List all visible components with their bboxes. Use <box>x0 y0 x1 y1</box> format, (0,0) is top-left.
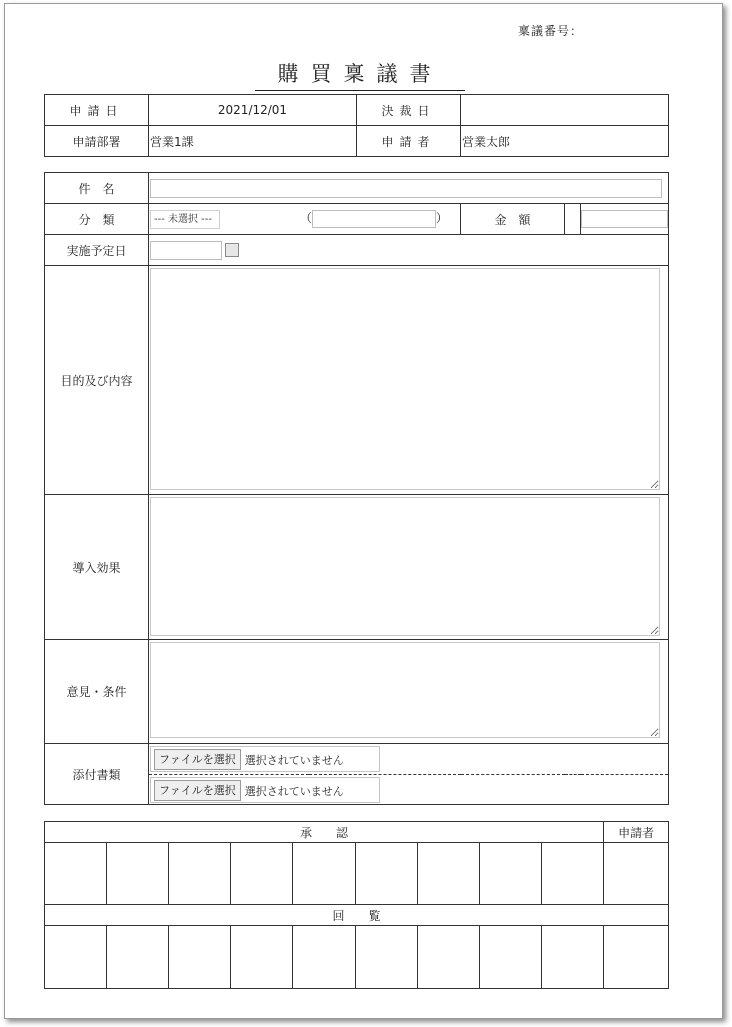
opinion-label: 意見・条件 <box>45 640 149 744</box>
file-select-button-1[interactable]: ファイルを選択 <box>154 749 241 770</box>
circulation-stamp-cell <box>542 926 604 989</box>
department-label: 申請部署 <box>45 126 149 157</box>
approval-stamp-cell <box>107 843 169 905</box>
circulation-stamp-cell <box>169 926 231 989</box>
circulation-stamp-cell <box>45 926 107 989</box>
category-label: 分 類 <box>45 204 149 235</box>
approval-stamp-cell <box>480 843 542 905</box>
effect-textarea[interactable] <box>150 497 660 636</box>
file-input-2[interactable] <box>150 777 380 803</box>
file-status-2: 選択されていません <box>244 784 344 798</box>
approval-stamp-cell <box>169 843 231 905</box>
approval-stamp-cell <box>293 843 356 905</box>
attachments-label: 添付書類 <box>45 744 149 805</box>
effect-label: 導入効果 <box>45 495 149 640</box>
amount-label: 金 額 <box>461 204 565 235</box>
applicant-header: 申請者 <box>604 822 669 843</box>
ringi-number-label: 稟議番号： <box>518 24 584 38</box>
info-table <box>44 94 669 157</box>
purpose-label: 目的及び内容 <box>45 266 149 495</box>
date-input[interactable] <box>150 241 222 260</box>
file-select-button-2[interactable]: ファイルを選択 <box>154 780 241 801</box>
category-detail-input[interactable] <box>312 210 436 228</box>
circulation-stamp-cell <box>480 926 542 989</box>
decision-date-label: 決裁日 <box>357 95 461 126</box>
circulation-stamp-cell <box>356 926 418 989</box>
file-status-1: 選択されていません <box>244 754 344 767</box>
main-form-table <box>44 172 669 805</box>
purpose-textarea[interactable] <box>150 268 660 490</box>
approval-header: 承 認 <box>45 822 604 843</box>
circulation-stamp-cell <box>231 926 293 989</box>
approval-stamp-cell <box>356 843 418 905</box>
circulation-stamp-cell <box>293 926 356 989</box>
opinion-textarea[interactable] <box>150 642 660 738</box>
apply-date-value: 2021/12/01 <box>149 95 357 126</box>
page-title: 購買稟議書 <box>255 58 465 91</box>
circulation-stamp-cell <box>604 926 669 989</box>
applicant-stamp-cell <box>604 843 669 905</box>
paren-open: （ <box>299 211 312 225</box>
approval-stamp-cell <box>231 843 293 905</box>
approval-stamp-cell <box>418 843 480 905</box>
department-value: 営業1課 <box>149 126 357 157</box>
subject-label: 件 名 <box>45 173 149 204</box>
document-sheet <box>4 3 723 1019</box>
category-select[interactable]: --- 未選択 --- <box>150 210 220 229</box>
amount-input[interactable] <box>581 210 668 228</box>
approval-stamp-cell <box>45 843 107 905</box>
file-input-1[interactable] <box>150 746 380 772</box>
calendar-icon[interactable] <box>225 243 239 257</box>
paren-close: ） <box>435 211 448 225</box>
applicant-value: 営業太郎 <box>461 126 669 157</box>
date-label: 実施予定日 <box>45 235 149 266</box>
decision-date-value <box>461 95 669 126</box>
approval-stamp-cell <box>542 843 604 905</box>
circulation-header: 回 覧 <box>45 905 669 926</box>
applicant-label: 申請者 <box>357 126 461 157</box>
circulation-stamp-cell <box>107 926 169 989</box>
approval-table <box>44 821 669 989</box>
subject-input[interactable] <box>150 179 662 198</box>
apply-date-label: 申請日 <box>45 95 149 126</box>
circulation-stamp-cell <box>418 926 480 989</box>
